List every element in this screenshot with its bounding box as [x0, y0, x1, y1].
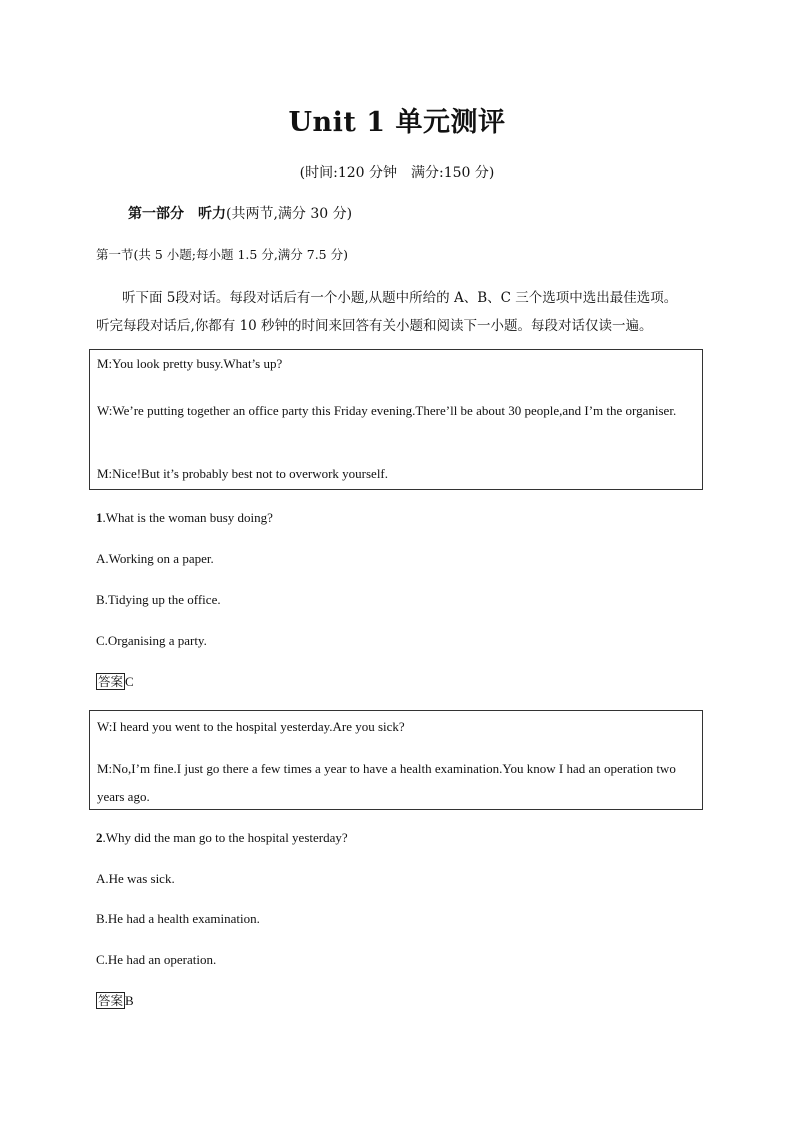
option-b: B.Tidying up the office. — [96, 592, 221, 607]
dialogue-box-1 — [89, 349, 703, 490]
dialogue-box-2 — [89, 710, 703, 810]
instructions — [96, 284, 716, 340]
instruction-line: 听完每段对话后,你都有 10 秒钟的时间来回答有关小题和阅读下一小题。每段对话仅读一遍。 — [96, 318, 653, 334]
dialogue-line: W:I heard you went to the hospital yesterday.Are you sick? — [97, 719, 405, 734]
answer-row-2 — [96, 992, 134, 1009]
page-title: Unit 1 单元测评 — [288, 107, 506, 138]
question-number: 1 — [96, 510, 103, 525]
exam-meta: (时间:120 分钟 满分:150 分) — [299, 165, 495, 181]
part-heading — [128, 203, 352, 223]
question-text: .Why did the man go to the hospital yesterday? — [102, 830, 348, 845]
part-detail: (共两节,满分 30 分) — [226, 206, 353, 222]
dialogue-line: M:You look pretty busy.What’s up? — [97, 356, 283, 371]
dialogue-line: M:Nice!But it’s probably best not to overwork yourself. — [97, 466, 389, 481]
part-title: 第一部分 听力 — [128, 206, 226, 222]
question-1 — [96, 510, 273, 526]
question-2 — [96, 830, 348, 846]
section-heading: 第一节(共 5 小题;每小题 1.5 分,满分 7.5 分) — [96, 247, 348, 262]
answer-tag: 答案 — [98, 674, 124, 689]
option-c: C.Organising a party. — [96, 633, 207, 648]
answer-row-1 — [96, 673, 134, 690]
dialogue-line: M:No,I’m fine.I just go there a few times a year to have a health examination.You know I had an operation two years ago. — [97, 761, 676, 804]
question-number: 2 — [96, 830, 103, 845]
question-text: .What is the woman busy doing? — [102, 510, 273, 525]
dialogue-line: W:We’re putting together an office party this Friday evening.There’ll be about 30 people,and I’m the organiser. — [97, 403, 677, 418]
option-a: A.Working on a paper. — [96, 551, 214, 566]
answer-value: C — [125, 674, 134, 689]
option-a: A.He was sick. — [96, 871, 175, 886]
answer-value: B — [125, 993, 134, 1008]
option-b: B.He had a health examination. — [96, 911, 260, 926]
instruction-line: 听下面 5段对话。每段对话后有一个小题,从题中所给的 A、B、C 三个选项中选出最佳选项。 — [122, 290, 678, 306]
answer-tag: 答案 — [98, 993, 124, 1008]
option-c: C.He had an operation. — [96, 952, 217, 967]
